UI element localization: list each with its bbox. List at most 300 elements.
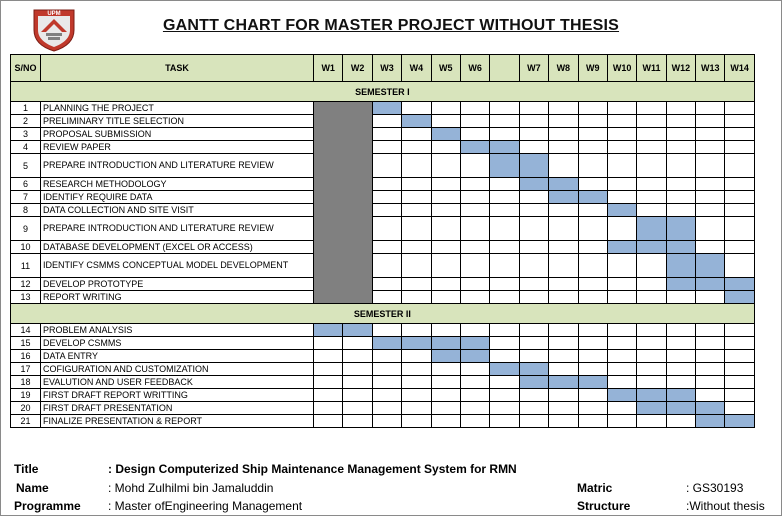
gantt-bar-cell — [607, 389, 636, 402]
week-cell — [637, 415, 666, 428]
gantt-bar-cell — [578, 376, 607, 389]
task-name: PROPOSAL SUBMISSION — [41, 128, 314, 141]
task-name: REPORT WRITING — [41, 291, 314, 304]
task-name: DATABASE DEVELOPMENT (EXCEL OR ACCESS) — [41, 241, 314, 254]
week-cell — [431, 217, 460, 241]
week-cell — [372, 389, 401, 402]
week-cell — [460, 363, 489, 376]
week-cell — [519, 389, 548, 402]
week-cell — [431, 115, 460, 128]
task-sno: 16 — [11, 350, 41, 363]
task-name: DEVELOP CSMMS — [41, 337, 314, 350]
week-cell — [431, 291, 460, 304]
week-cell — [696, 141, 725, 154]
gantt-bar-cell — [696, 278, 725, 291]
task-sno: 4 — [11, 141, 41, 154]
gantt-bar-cell — [549, 376, 578, 389]
week-cell — [519, 291, 548, 304]
week-cell — [696, 241, 725, 254]
week-cell — [607, 402, 636, 415]
week-cell — [578, 102, 607, 115]
gantt-bar-cell — [725, 291, 754, 304]
task-row — [11, 178, 755, 191]
task-row — [11, 337, 755, 350]
week-cell — [637, 102, 666, 115]
week-cell — [431, 415, 460, 428]
week-cell — [402, 324, 431, 337]
task-name: IDENTIFY REQUIRE DATA — [41, 191, 314, 204]
week-cell — [549, 102, 578, 115]
task-row — [11, 217, 755, 241]
gantt-bar-cell — [343, 324, 372, 337]
week-cell — [372, 191, 401, 204]
task-row — [11, 278, 755, 291]
task-row — [11, 115, 755, 128]
week-cell — [607, 363, 636, 376]
week-cell — [607, 154, 636, 178]
week-cell — [637, 128, 666, 141]
week-cell — [519, 217, 548, 241]
week-cell — [637, 291, 666, 304]
week-header: W1 — [314, 55, 343, 82]
task-name: DATA ENTRY — [41, 350, 314, 363]
task-sno: 13 — [11, 291, 41, 304]
gantt-bar-cell — [725, 278, 754, 291]
week-header: W8 — [549, 55, 578, 82]
task-name: DATA COLLECTION AND SITE VISIT — [41, 204, 314, 217]
task-sno: 5 — [11, 154, 41, 178]
gantt-bar-cell — [490, 154, 519, 178]
week-cell — [519, 350, 548, 363]
week-cell — [637, 191, 666, 204]
task-name: FINALIZE PRESENTATION & REPORT — [41, 415, 314, 428]
week-cell — [372, 115, 401, 128]
week-cell — [372, 254, 401, 278]
week-cell — [666, 376, 695, 389]
gantt-bar-cell — [431, 128, 460, 141]
week-cell — [666, 128, 695, 141]
week-cell — [725, 337, 754, 350]
week-cell — [578, 324, 607, 337]
week-cell — [607, 415, 636, 428]
week-header: W13 — [696, 55, 725, 82]
week-header: W7 — [519, 55, 548, 82]
gantt-bar-cell — [460, 350, 489, 363]
gantt-header-row — [11, 55, 755, 82]
task-row — [11, 128, 755, 141]
week-cell — [725, 178, 754, 191]
week-cell — [696, 154, 725, 178]
week-cell — [578, 350, 607, 363]
gantt-bar-cell — [666, 402, 695, 415]
week-cell — [372, 324, 401, 337]
week-cell — [725, 102, 754, 115]
week-cell — [696, 128, 725, 141]
week-cell — [725, 115, 754, 128]
week-cell — [549, 324, 578, 337]
week-cell — [578, 241, 607, 254]
task-sno: 8 — [11, 204, 41, 217]
gantt-bar-cell — [637, 389, 666, 402]
week-cell — [666, 115, 695, 128]
week-cell — [578, 402, 607, 415]
week-cell — [607, 337, 636, 350]
logo-text: UPM — [47, 11, 61, 17]
week-cell — [460, 415, 489, 428]
week-cell — [578, 363, 607, 376]
task-row — [11, 191, 755, 204]
week-cell — [666, 191, 695, 204]
week-cell — [490, 278, 519, 291]
week-cell — [578, 415, 607, 428]
page-title: GANTT CHART FOR MASTER PROJECT WITHOUT THESIS — [162, 17, 620, 34]
sno-header: S/NO — [11, 55, 41, 82]
week-cell — [549, 337, 578, 350]
week-cell — [696, 337, 725, 350]
week-cell — [637, 254, 666, 278]
week-cell — [460, 402, 489, 415]
week-cell — [460, 154, 489, 178]
week-cell — [343, 402, 372, 415]
week-header: W10 — [607, 55, 636, 82]
task-row — [11, 241, 755, 254]
week-cell — [431, 204, 460, 217]
week-cell — [725, 350, 754, 363]
task-name: IDENTIFY CSMMS CONCEPTUAL MODEL DEVELOPMENT — [41, 254, 314, 278]
task-row — [11, 389, 755, 402]
week-cell — [666, 154, 695, 178]
gantt-bar-cell — [431, 337, 460, 350]
week-cell — [490, 191, 519, 204]
task-name: PRELIMINARY TITLE SELECTION — [41, 115, 314, 128]
week-cell — [343, 415, 372, 428]
week-cell — [725, 254, 754, 278]
task-name: DEVELOP PROTOTYPE — [41, 278, 314, 291]
week-cell — [725, 191, 754, 204]
structure-value: :Without thesis — [686, 499, 765, 513]
week-cell — [460, 128, 489, 141]
name-label: Name — [16, 481, 49, 495]
week-cell — [696, 324, 725, 337]
week-cell — [725, 389, 754, 402]
gantt-bar-cell — [519, 154, 548, 178]
gantt-body — [11, 82, 755, 428]
week-cell — [549, 241, 578, 254]
week-cell — [490, 291, 519, 304]
week-cell — [460, 389, 489, 402]
gantt-bar-cell — [666, 278, 695, 291]
gantt-bar-cell — [490, 141, 519, 154]
week-cell — [549, 128, 578, 141]
week-cell — [725, 217, 754, 241]
week-cell — [725, 363, 754, 376]
week-header — [490, 55, 519, 82]
week-cell — [578, 217, 607, 241]
week-cell — [725, 376, 754, 389]
task-sno: 12 — [11, 278, 41, 291]
week-cell — [431, 376, 460, 389]
gantt-bar-cell — [549, 178, 578, 191]
week-cell — [696, 376, 725, 389]
week-cell — [402, 415, 431, 428]
week-cell — [578, 128, 607, 141]
task-sno: 2 — [11, 115, 41, 128]
week-cell — [666, 324, 695, 337]
week-cell — [372, 278, 401, 291]
week-cell — [431, 278, 460, 291]
week-cell — [637, 154, 666, 178]
gantt-bar-cell — [431, 350, 460, 363]
gantt-bar-cell — [666, 254, 695, 278]
week-cell — [607, 102, 636, 115]
task-sno: 14 — [11, 324, 41, 337]
week-cell — [666, 204, 695, 217]
week-cell — [666, 415, 695, 428]
week-cell — [666, 141, 695, 154]
task-row — [11, 402, 755, 415]
week-cell — [696, 217, 725, 241]
task-name: FIRST DRAFT REPORT WRITTING — [41, 389, 314, 402]
task-row — [11, 324, 755, 337]
task-name: PLANNING THE PROJECT — [41, 102, 314, 115]
week-cell — [314, 415, 343, 428]
week-cell — [549, 350, 578, 363]
week-cell — [725, 204, 754, 217]
project-info — [14, 460, 778, 514]
week-cell — [402, 350, 431, 363]
task-sno: 19 — [11, 389, 41, 402]
gantt-bar-cell — [372, 102, 401, 115]
week-cell — [607, 191, 636, 204]
task-sno: 3 — [11, 128, 41, 141]
week-cell — [460, 204, 489, 217]
week-cell — [460, 217, 489, 241]
week-cell — [519, 102, 548, 115]
task-sno: 9 — [11, 217, 41, 241]
gantt-bar-cell — [666, 217, 695, 241]
gantt-bar-cell — [666, 241, 695, 254]
week-cell — [314, 337, 343, 350]
task-sno: 21 — [11, 415, 41, 428]
week-cell — [490, 217, 519, 241]
week-cell — [343, 363, 372, 376]
week-cell — [372, 241, 401, 254]
week-cell — [460, 278, 489, 291]
week-cell — [460, 178, 489, 191]
week-cell — [372, 141, 401, 154]
semester-row — [11, 82, 755, 102]
week-cell — [696, 204, 725, 217]
week-cell — [519, 324, 548, 337]
week-cell — [460, 291, 489, 304]
week-header: W9 — [578, 55, 607, 82]
gantt-bar-cell — [402, 115, 431, 128]
week-cell — [607, 376, 636, 389]
week-cell — [549, 291, 578, 304]
week-cell — [607, 324, 636, 337]
gantt-table — [10, 54, 755, 428]
semester-label: SEMESTER I — [11, 82, 755, 102]
week-cell — [607, 278, 636, 291]
week-cell — [519, 241, 548, 254]
task-row — [11, 254, 755, 278]
week-cell — [402, 217, 431, 241]
week-cell — [549, 115, 578, 128]
week-cell — [607, 217, 636, 241]
week-cell — [725, 154, 754, 178]
week-cell — [490, 128, 519, 141]
title-value: : Design Computerized Ship Maintenance Management System for RMN — [108, 462, 517, 476]
week-cell — [519, 337, 548, 350]
week-cell — [372, 350, 401, 363]
week-cell — [578, 337, 607, 350]
gantt-bar-cell — [637, 241, 666, 254]
matric-label: Matric — [577, 481, 613, 495]
week-cell — [549, 154, 578, 178]
week-cell — [460, 324, 489, 337]
week-cell — [343, 350, 372, 363]
week-cell — [372, 128, 401, 141]
week-cell — [372, 402, 401, 415]
week-cell — [549, 217, 578, 241]
week-cell — [725, 241, 754, 254]
week-header: W12 — [666, 55, 695, 82]
week-cell — [372, 376, 401, 389]
week-cell — [637, 324, 666, 337]
task-row — [11, 291, 755, 304]
week-cell — [490, 102, 519, 115]
week-cell — [549, 389, 578, 402]
week-cell — [607, 128, 636, 141]
week-cell — [519, 128, 548, 141]
gantt-bar-cell — [725, 415, 754, 428]
week-cell — [490, 337, 519, 350]
week-cell — [431, 254, 460, 278]
week-cell — [696, 350, 725, 363]
programme-label: Programme — [14, 499, 81, 513]
week-cell — [314, 363, 343, 376]
week-cell — [519, 191, 548, 204]
week-cell — [402, 363, 431, 376]
week-cell — [578, 115, 607, 128]
week-cell — [519, 254, 548, 278]
week-header: W5 — [431, 55, 460, 82]
week-cell — [431, 363, 460, 376]
week-cell — [402, 254, 431, 278]
week-cell — [519, 402, 548, 415]
week-cell — [372, 204, 401, 217]
week-cell — [725, 402, 754, 415]
week-cell — [372, 363, 401, 376]
week-cell — [431, 389, 460, 402]
week-cell — [460, 241, 489, 254]
semester-label: SEMESTER II — [11, 304, 755, 324]
week-cell — [725, 324, 754, 337]
week-cell — [637, 376, 666, 389]
gantt-bar-cell — [607, 204, 636, 217]
week-cell — [490, 376, 519, 389]
week-cell — [314, 402, 343, 415]
gantt-bar-cell — [637, 217, 666, 241]
gantt-bar-cell — [696, 402, 725, 415]
week-header: W6 — [460, 55, 489, 82]
week-cell — [431, 178, 460, 191]
week-cell — [490, 389, 519, 402]
week-cell — [402, 376, 431, 389]
week-cell — [372, 415, 401, 428]
week-cell — [637, 178, 666, 191]
semester-break-block — [314, 102, 373, 304]
week-cell — [578, 389, 607, 402]
task-sno: 11 — [11, 254, 41, 278]
week-cell — [607, 115, 636, 128]
week-cell — [666, 178, 695, 191]
week-cell — [402, 102, 431, 115]
task-name: PROBLEM ANALYSIS — [41, 324, 314, 337]
task-row — [11, 415, 755, 428]
gantt-bar-cell — [372, 337, 401, 350]
task-row — [11, 350, 755, 363]
week-cell — [696, 191, 725, 204]
task-row — [11, 376, 755, 389]
week-cell — [578, 291, 607, 304]
week-cell — [637, 115, 666, 128]
week-cell — [402, 191, 431, 204]
week-cell — [637, 204, 666, 217]
gantt-bar-cell — [402, 337, 431, 350]
title-label: Title — [14, 462, 39, 476]
week-cell — [460, 115, 489, 128]
week-cell — [460, 376, 489, 389]
week-cell — [372, 291, 401, 304]
task-name: COFIGURATION AND CUSTOMIZATION — [41, 363, 314, 376]
week-cell — [696, 389, 725, 402]
task-row — [11, 154, 755, 178]
week-cell — [490, 115, 519, 128]
week-cell — [578, 154, 607, 178]
week-cell — [372, 217, 401, 241]
week-cell — [402, 278, 431, 291]
week-cell — [549, 278, 578, 291]
task-sno: 20 — [11, 402, 41, 415]
task-name: RESEARCH METHODOLOGY — [41, 178, 314, 191]
gantt-bar-cell — [578, 191, 607, 204]
week-cell — [549, 254, 578, 278]
task-row — [11, 363, 755, 376]
week-cell — [666, 337, 695, 350]
week-cell — [549, 415, 578, 428]
week-cell — [696, 291, 725, 304]
week-cell — [607, 350, 636, 363]
gantt-bar-cell — [637, 402, 666, 415]
week-cell — [578, 254, 607, 278]
week-cell — [607, 178, 636, 191]
week-cell — [578, 141, 607, 154]
gantt-bar-cell — [519, 376, 548, 389]
week-cell — [402, 402, 431, 415]
week-header: W2 — [343, 55, 372, 82]
task-row — [11, 204, 755, 217]
week-cell — [372, 178, 401, 191]
week-cell — [402, 241, 431, 254]
week-cell — [607, 141, 636, 154]
week-cell — [372, 154, 401, 178]
week-cell — [490, 415, 519, 428]
programme-value: : Master ofEngineering Management — [108, 499, 303, 513]
week-cell — [549, 402, 578, 415]
task-sno: 1 — [11, 102, 41, 115]
gantt-bar-cell — [666, 389, 695, 402]
